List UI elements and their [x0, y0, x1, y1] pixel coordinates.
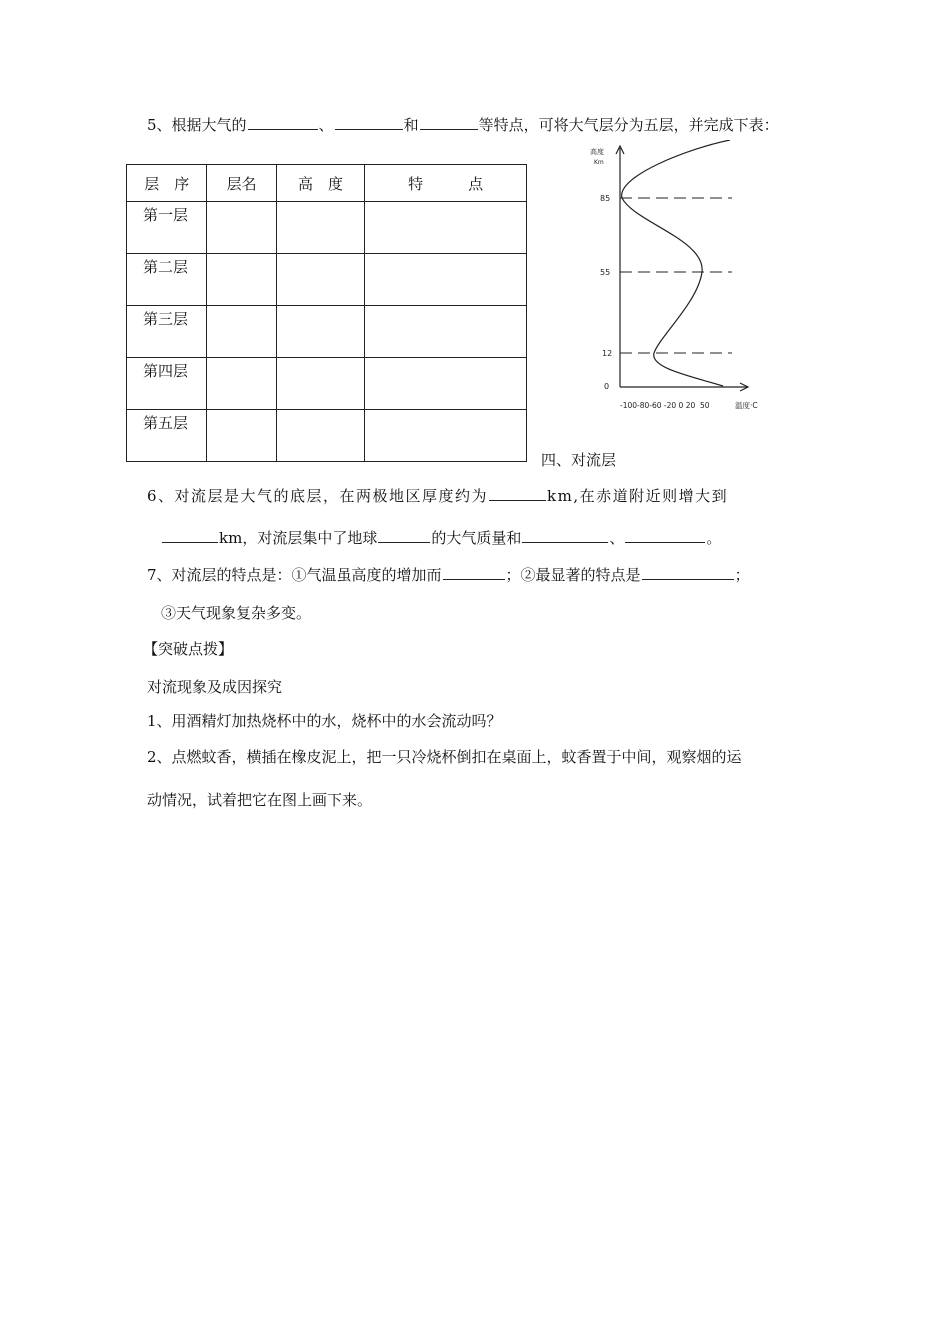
layer-label: 第二层 — [127, 254, 207, 306]
table-header-row — [127, 165, 527, 202]
blank-field[interactable] — [625, 527, 705, 543]
blank-field[interactable] — [522, 527, 608, 543]
q5-sep2: 和 — [403, 116, 419, 134]
y-axis-unit: Km — [594, 159, 604, 166]
header-height: 高 度 — [276, 165, 364, 202]
table-cell[interactable] — [276, 254, 364, 306]
blank-field[interactable] — [489, 485, 546, 501]
blank-field[interactable] — [420, 114, 478, 130]
inquiry-item-2-line-1: 2、点燃蚊香，横插在橡皮泥上，把一只冷烧杯倒扣在桌面上，蚊香置于中间，观察烟的运 — [147, 748, 742, 766]
q6-part6: 。 — [706, 529, 722, 547]
table-cell[interactable] — [276, 306, 364, 358]
table-cell[interactable] — [276, 358, 364, 410]
question-6-line-1 — [147, 485, 728, 506]
question-7-line-1 — [147, 564, 750, 585]
question-5 — [147, 114, 779, 135]
q6-part1: 6、对流层是大气的底层，在两极地区厚度约为 — [147, 487, 489, 505]
table-cell[interactable] — [276, 410, 364, 462]
table-cell[interactable] — [365, 254, 527, 306]
temperature-curve — [622, 140, 730, 386]
table-cell[interactable] — [207, 410, 276, 462]
q6-part5: 、 — [609, 529, 625, 547]
section-heading: 四、对流层 — [541, 451, 617, 469]
table-cell[interactable] — [365, 306, 527, 358]
x-tick-labels: -100-80-60 -20 0 20 50 — [620, 401, 710, 410]
temperature-profile-figure — [580, 140, 800, 425]
breakthrough-heading: 【突破点拨】 — [143, 640, 234, 658]
question-6-line-2 — [161, 527, 721, 548]
table-row — [127, 410, 527, 462]
layer-label: 第三层 — [127, 306, 207, 358]
table-row — [127, 306, 527, 358]
q7-part1: 7、对流层的特点是：①气温虽高度的增加而 — [147, 566, 442, 584]
table-row — [127, 358, 527, 410]
table-cell[interactable] — [276, 202, 364, 254]
atmosphere-layers-table — [126, 164, 527, 462]
table-cell[interactable] — [365, 410, 527, 462]
blank-field[interactable] — [335, 114, 403, 130]
table-cell[interactable] — [207, 306, 276, 358]
table-cell[interactable] — [207, 254, 276, 306]
layer-label: 第一层 — [127, 202, 207, 254]
layer-label: 第四层 — [127, 358, 207, 410]
y-tick-0: 0 — [604, 382, 610, 391]
q5-sep1: 、 — [318, 116, 334, 134]
table-cell[interactable] — [207, 358, 276, 410]
inquiry-item-1: 1、用酒精灯加热烧杯中的水，烧杯中的水会流动吗？ — [147, 712, 502, 730]
inquiry-title: 对流现象及成因探究 — [147, 678, 283, 696]
blank-field[interactable] — [378, 527, 430, 543]
q6-part2: km,在赤道附近则增大到 — [547, 487, 729, 505]
y-tick-55: 55 — [600, 268, 611, 277]
q6-part4: 的大气质量和 — [431, 529, 522, 547]
y-axis-label: 高度 — [590, 148, 604, 156]
q7-part2: ；②最显著的特点是 — [505, 566, 641, 584]
blank-field[interactable] — [162, 527, 218, 543]
blank-field[interactable] — [443, 564, 505, 580]
y-tick-12: 12 — [602, 349, 613, 358]
table-cell[interactable] — [365, 202, 527, 254]
blank-field[interactable] — [642, 564, 734, 580]
y-tick-85: 85 — [600, 194, 611, 203]
q6-part3: km，对流层集中了地球 — [219, 529, 378, 547]
q5-suffix: 等特点，可将大气层分为五层，并完成下表： — [478, 116, 779, 134]
layer-label: 第五层 — [127, 410, 207, 462]
header-layer-order: 层 序 — [127, 165, 207, 202]
blank-field[interactable] — [248, 114, 318, 130]
table-cell[interactable] — [365, 358, 527, 410]
table-row — [127, 202, 527, 254]
x-axis-label: 温度·C — [735, 401, 758, 410]
inquiry-item-2-line-2: 动情况，试着把它在图上画下来。 — [147, 791, 373, 809]
q5-prefix: 5、根据大气的 — [147, 116, 247, 134]
table-cell[interactable] — [207, 202, 276, 254]
q7-part3: ； — [734, 566, 750, 584]
header-features: 特 点 — [365, 165, 527, 202]
table-row — [127, 254, 527, 306]
header-layer-name: 层名 — [207, 165, 276, 202]
question-7-line-2: ③天气现象复杂多变。 — [161, 604, 312, 622]
